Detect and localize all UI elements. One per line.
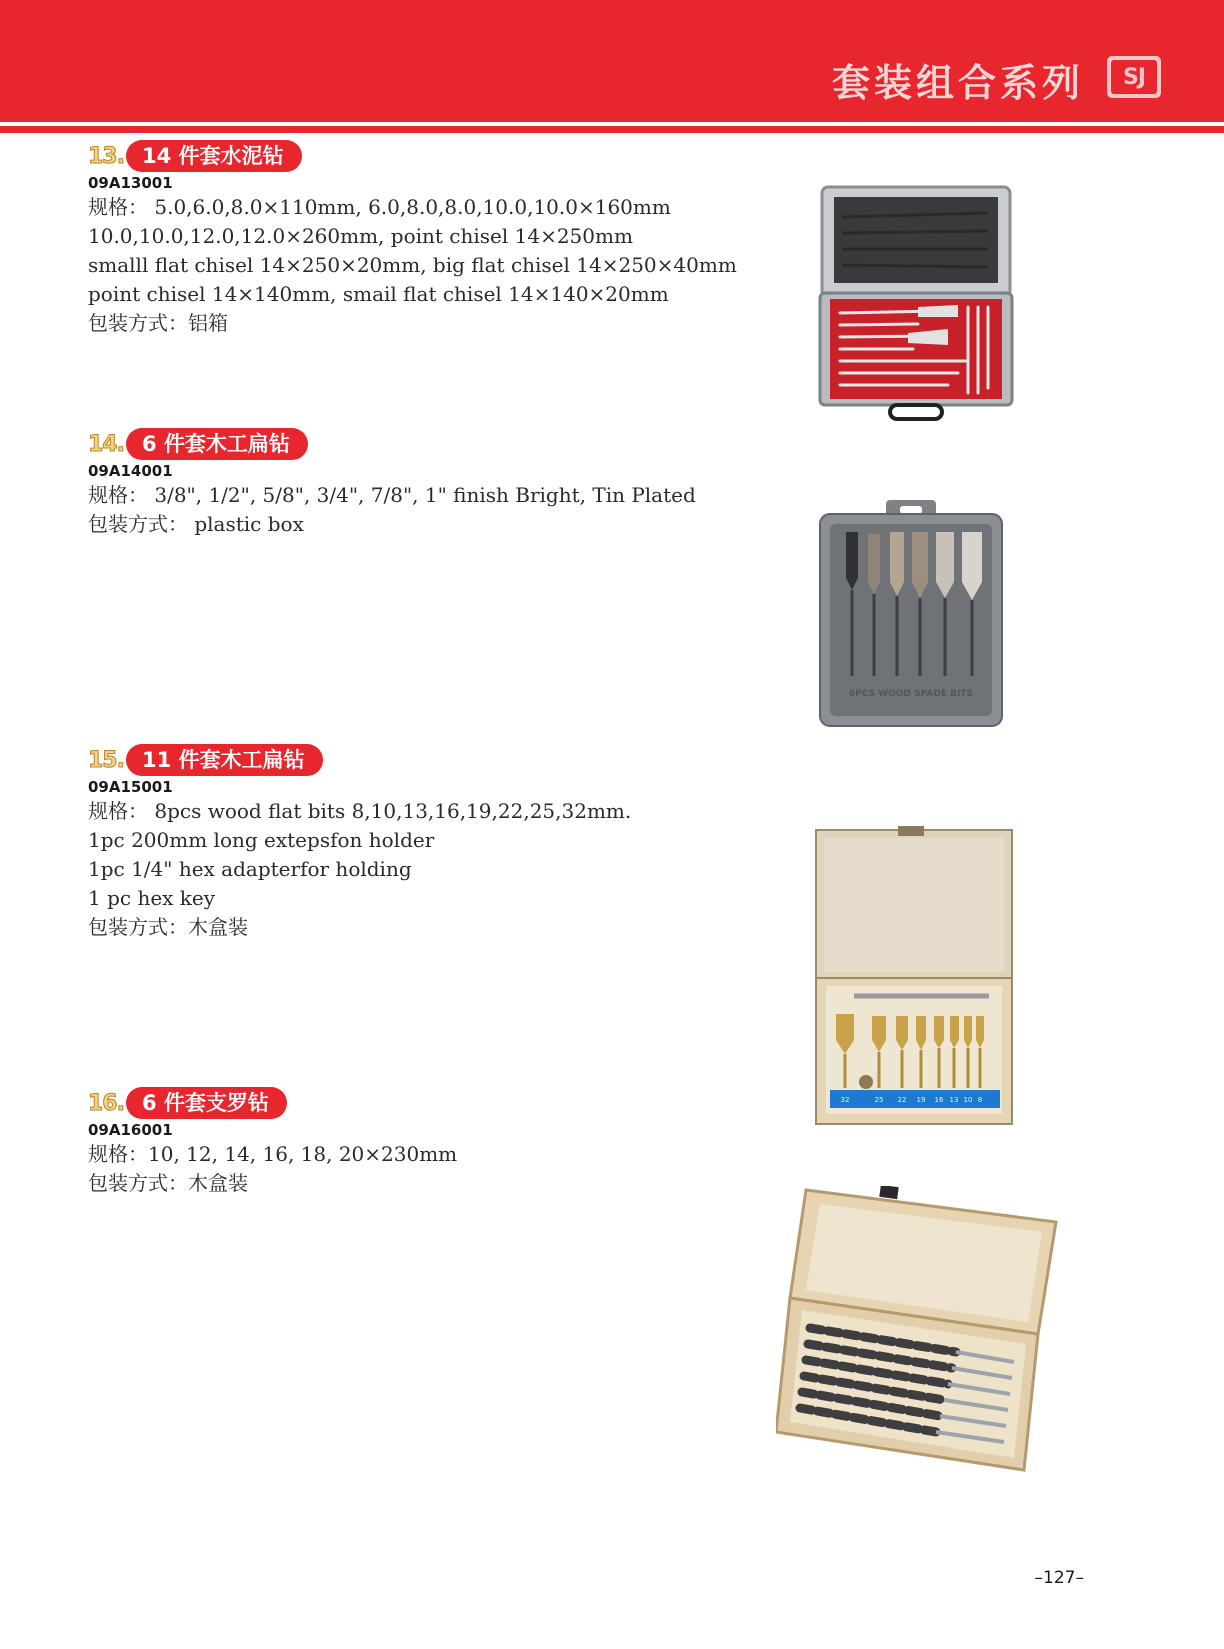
product-16 bbox=[88, 1087, 457, 1198]
size-label: 8 bbox=[977, 1096, 983, 1104]
spec-line: 规格：10, 12, 14, 16, 18, 20×230mm bbox=[88, 1142, 458, 1166]
size-label: 13 bbox=[949, 1096, 959, 1104]
product-name: 14 件套水泥钻 bbox=[126, 140, 302, 172]
product-name: 6 件套支罗钻 bbox=[126, 1087, 287, 1119]
header-stripe bbox=[0, 126, 1224, 133]
brand-logo-icon bbox=[1107, 56, 1161, 98]
product-14 bbox=[88, 428, 696, 539]
spec-line: 规格： 5.0,6.0,8.0×110mm, 6.0,8.0,8.0,10.0,10.0×160mm bbox=[88, 195, 671, 219]
product-number: 15. bbox=[88, 747, 124, 773]
product-number: 14. bbox=[88, 431, 124, 457]
product-name: 11 件套木工扁钻 bbox=[126, 744, 323, 776]
spec-line: 1 pc hex key bbox=[88, 886, 216, 910]
auger-bits-wooden-box-photo bbox=[776, 1186, 1058, 1474]
box-label: 6PCS WOOD SPADE BITS bbox=[849, 689, 973, 699]
size-label: 19 bbox=[916, 1096, 926, 1104]
packaging-line: 包装方式：木盒装 bbox=[88, 915, 248, 939]
product-code: 09A16001 bbox=[88, 1121, 173, 1139]
product-title bbox=[88, 744, 631, 776]
spec-line: 1pc 200mm long extepsfon holder bbox=[88, 828, 435, 852]
spec-line: 规格： 8pcs wood flat bits 8,10,13,16,19,22,25,32mm. bbox=[88, 799, 632, 823]
product-15 bbox=[88, 744, 631, 942]
packaging-line: 包装方式：木盒装 bbox=[88, 1171, 248, 1195]
size-label: 10 bbox=[963, 1096, 973, 1104]
product-title bbox=[88, 428, 696, 460]
product-code: 09A13001 bbox=[88, 174, 173, 192]
page-title: 套装组合系列 bbox=[831, 61, 1084, 105]
product-code: 09A15001 bbox=[88, 778, 173, 796]
page-number: –127– bbox=[1034, 1568, 1084, 1588]
plastic-box-photo bbox=[816, 498, 1006, 730]
size-label: 32 bbox=[840, 1096, 850, 1104]
size-label: 16 bbox=[934, 1096, 944, 1104]
product-13 bbox=[88, 140, 737, 338]
packaging-line: 包装方式： plastic box bbox=[88, 512, 304, 536]
brand-logo-text: SJ bbox=[1111, 60, 1157, 94]
spec-line: smalll flat chisel 14×250×20mm, big flat chisel 14×250×40mm bbox=[88, 253, 737, 277]
spec-line: 1pc 1/4" hex adapterfor holding bbox=[88, 857, 412, 881]
spec-line: point chisel 14×140mm, smail flat chisel 14×140×20mm bbox=[88, 282, 669, 306]
spec-line: 10.0,10.0,12.0,12.0×260mm, point chisel 14×250mm bbox=[88, 224, 633, 248]
product-number: 13. bbox=[88, 143, 124, 169]
packaging-line: 包装方式：铝箱 bbox=[88, 311, 228, 335]
spec-line: 规格： 3/8", 1/2", 5/8", 3/4", 7/8", 1" finish Bright, Tin Plated bbox=[88, 483, 696, 507]
product-title bbox=[88, 1087, 457, 1119]
wooden-box-photo bbox=[814, 826, 1014, 1128]
product-name: 6 件套木工扁钻 bbox=[126, 428, 308, 460]
size-label: 25 bbox=[874, 1096, 884, 1104]
size-label: 22 bbox=[897, 1096, 907, 1104]
product-title bbox=[88, 140, 737, 172]
product-code: 09A14001 bbox=[88, 462, 173, 480]
product-number: 16. bbox=[88, 1090, 124, 1116]
aluminum-case-photo bbox=[818, 183, 1014, 423]
